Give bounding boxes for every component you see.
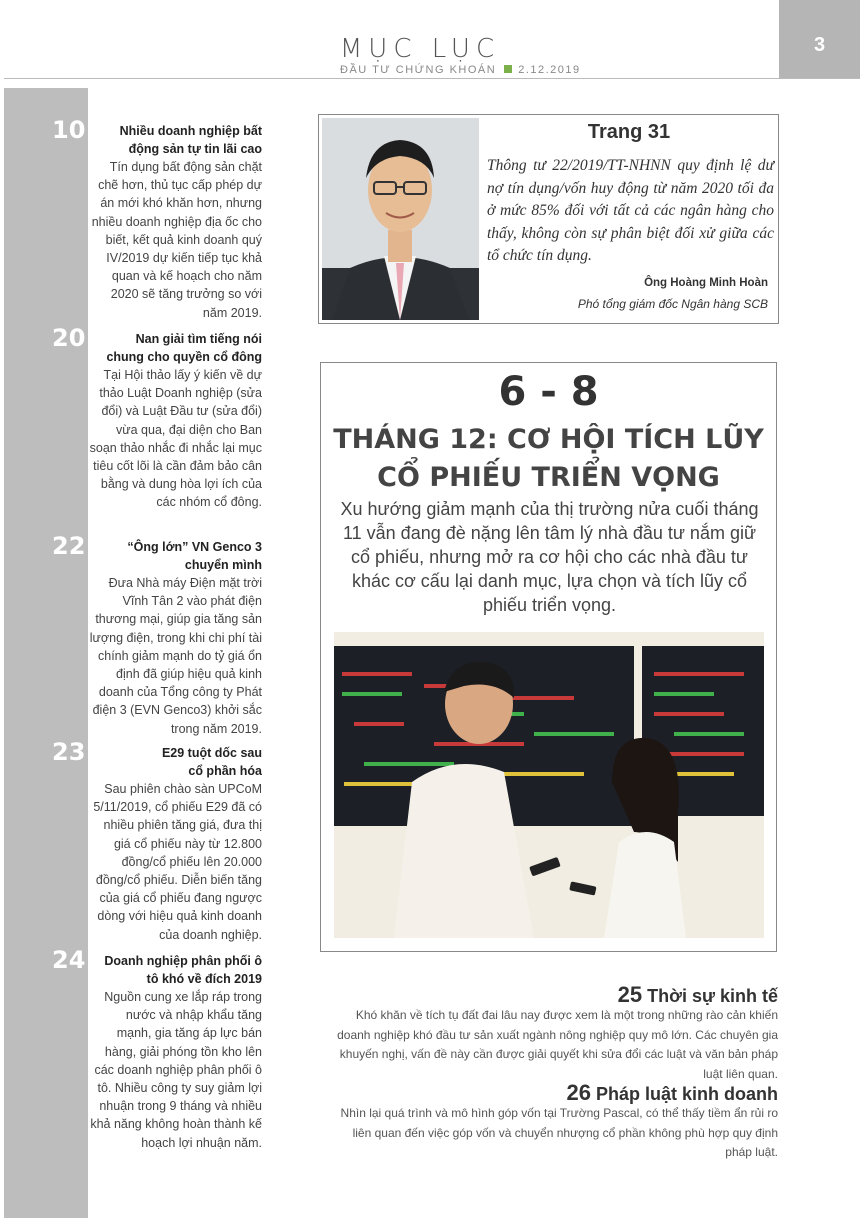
feature-box[interactable]	[320, 362, 777, 952]
left-sidebar-bar	[4, 88, 88, 1218]
portrait-illustration	[322, 118, 479, 320]
feature-headline	[321, 421, 776, 497]
story-item[interactable]	[52, 324, 262, 512]
section-title: Pháp luật kinh doanh	[595, 1084, 778, 1104]
story-page-number: 22	[52, 532, 86, 560]
feature-summary: Xu hướng giảm mạnh của thị trường nửa cuối tháng 11 vẫn đang đè nặng lên tâm lý nhà đầu tư nắm giữ cổ phiếu, nhưng mở ra cơ hội cho các nhà đầu tư khác cơ cấu lại danh mục, lựa chọn và tích lũy cổ phiếu triển vọng.	[340, 499, 759, 615]
section-page-number: 25	[617, 982, 643, 1007]
story-item[interactable]	[52, 946, 262, 1152]
feature-headline-line1: THÁNG 12: CƠ HỘI TÍCH LŨY	[333, 424, 764, 455]
story-text: Nguồn cung xe lắp ráp trong nước và nhập khẩu tăng mạnh, gia tăng áp lực bán hàng, giải phóng tồn kho lên các doanh nghiệp phân phối ô tô. Nhiều công ty suy giảm lợi nhuận trong 9 tháng và nhiều khả năng không hoàn thành kế hoạch lợi nhuận năm.	[90, 990, 262, 1150]
story-page-number: 24	[52, 946, 86, 974]
story-text: Tại Hội thảo lấy ý kiến về dự thảo Luật Doanh nghiệp (sửa đổi) và Luật Đầu tư (sửa đổi) vừa qua, đại diện cho Ban soạn thảo nhắc đi nhắc lại mục tiêu cốt lõi là cần đảm bảo cân bằng và dung hòa lợi ích của các nhóm cổ đông.	[89, 368, 262, 510]
section-text: Nhìn lại quá trình và mô hình góp vốn tại Trường Pascal, có thể thấy tiềm ẩn rủi ro liên quan đến việc góp vốn và chuyển nhượng cổ phần không phù hợp quy định pháp luật.	[340, 1106, 778, 1159]
page-number: 3	[779, 0, 860, 78]
portrait-photo	[322, 118, 479, 320]
quote-box	[318, 114, 779, 324]
magazine-subtitle	[340, 64, 581, 76]
story-page-number: 23	[52, 738, 86, 766]
feature-pages: 6 - 8	[498, 369, 599, 415]
story-title: Nan giải tìm tiếng nói chung cho quyền cổ đông	[106, 332, 262, 364]
story-page-number: 20	[52, 324, 86, 352]
story-title: E29 tuột dốc sau cổ phần hóa	[161, 746, 262, 778]
story-text: Sau phiên chào sàn UPCoM 5/11/2019, cổ phiếu E29 đã có nhiều phiên tăng giá, đưa thị giá cổ phiếu này từ 12.800 đồng/cổ phiếu lên 20.000 đồng/cổ phiếu. Diễn biến tăng của giá cổ phiếu đang ngược dòng với hiệu quả kinh doanh của doanh nghiệp.	[93, 782, 262, 942]
issue-date: 2.12.2019	[518, 64, 581, 76]
section-text: Khó khăn về tích tụ đất đai lâu nay được xem là một trong những rào cản khiến doanh nghiệp khó đầu tư sản xuất ngành nông nghiệp quy mô lớn. Các chuyên gia khuyến nghị, vấn đề này cần được giải quyết khi sửa đổi các luật và văn bản pháp luật liên quan.	[337, 1008, 778, 1081]
section-title: MỤC LỤC	[339, 34, 501, 64]
header-divider	[4, 78, 860, 79]
feature-photo	[334, 632, 764, 938]
story-item[interactable]	[52, 738, 262, 944]
magazine-name: ĐẦU TƯ CHỨNG KHOÁN	[340, 64, 497, 76]
trading-floor-illustration	[334, 632, 764, 938]
story-item[interactable]	[52, 532, 262, 738]
story-page-number: 10	[52, 116, 86, 144]
section-page-number: 26	[566, 1080, 591, 1105]
section-title: Thời sự kinh tế	[647, 986, 778, 1006]
quote-text: Thông tư 22/2019/TT-NHNN quy định lệ dư nợ tín dụng/vốn huy động từ năm 2020 tối đa ở mức 85% đối với tất cả các ngân hàng cho thấy, không còn sự phân biệt đối xử giữa các tổ chức tín dụng.	[487, 157, 774, 265]
story-item[interactable]	[52, 116, 262, 322]
story-title: Nhiều doanh nghiệp bất động sản tự tin lãi cao	[119, 124, 262, 156]
quote-author-name: Ông Hoàng Minh Hoàn	[644, 277, 768, 289]
section-heading-25[interactable]	[618, 982, 778, 1008]
feature-headline-line2: CỔ PHIẾU TRIỂN VỌNG	[377, 462, 720, 493]
story-text: Đưa Nhà máy Điện mặt trời Vĩnh Tân 2 vào phát điện thương mại, giúp gia tăng sản lượng điện, trong khi chi phí tài chính giảm mạnh do tỷ giá ổn định đã giúp hiệu quả kinh doanh của Tổng công ty Phát điện 3 (EVN Genco3) khởi sắc trong năm 2019.	[89, 576, 262, 736]
story-text: Tín dụng bất động sản chặt chẽ hơn, thủ tục cấp phép dự án mới khó khăn hơn, nhưng nhiều doanh nghiệp địa ốc cho biết, kết quả kinh doanh quý IV/2019 dự kiến tiếp tục khả quan và kế hoạch cho năm 2020 sẽ tăng trưởng so với năm 2019.	[91, 160, 262, 320]
story-title: “Ông lớn” VN Genco 3 chuyển mình	[127, 540, 262, 572]
section-heading-26[interactable]	[566, 1080, 778, 1106]
quote-heading: Trang 31	[587, 121, 671, 143]
story-title: Doanh nghiệp phân phối ô tô khó về đích 2019	[104, 954, 262, 986]
quote-author-role: Phó tổng giám đốc Ngân hàng SCB	[577, 297, 768, 311]
square-icon	[504, 65, 512, 73]
